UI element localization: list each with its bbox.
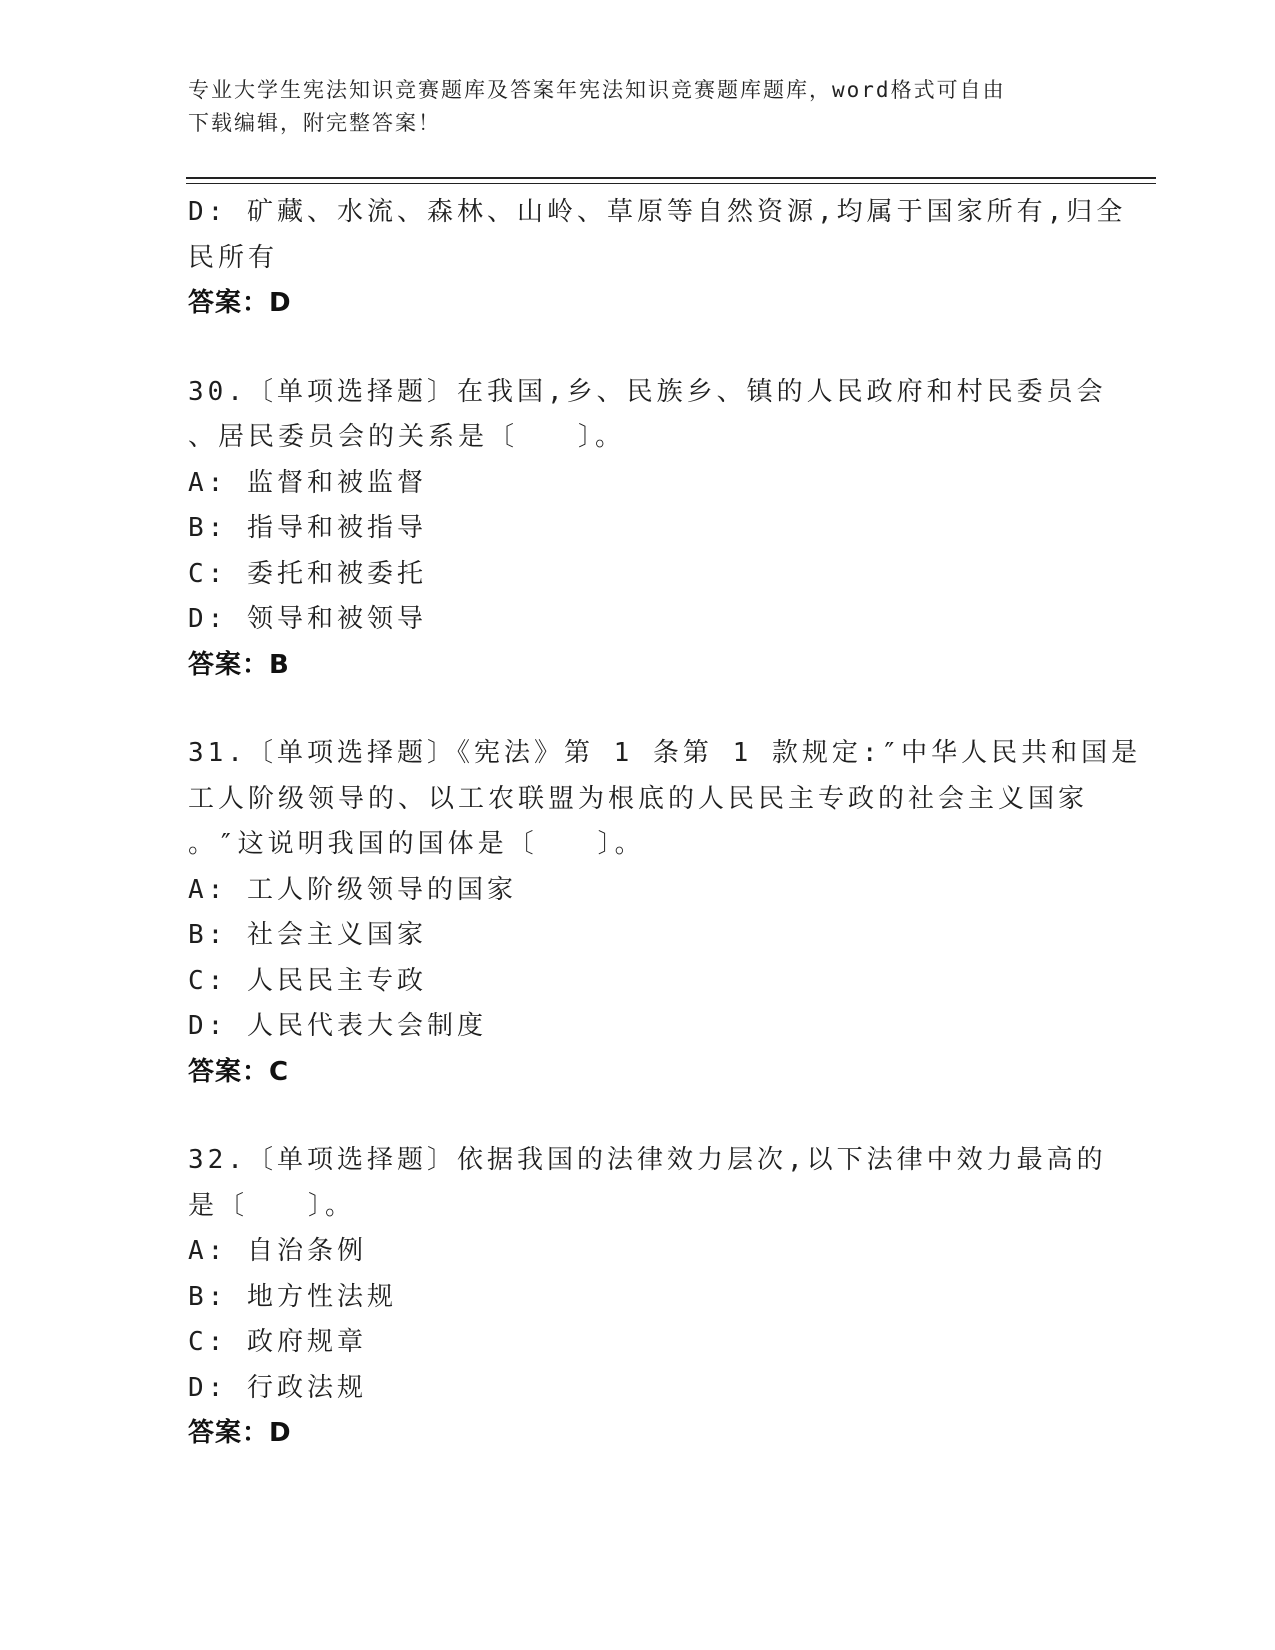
question-list bbox=[188, 190, 1142, 1457]
answer-label: 答案：C bbox=[188, 1056, 290, 1087]
question-stem-continued: 工人阶级领导的、以工农联盟为根底的人民民主专政的社会主义国家 bbox=[188, 783, 1089, 814]
question-block-31 bbox=[188, 731, 1142, 1095]
option-d: D: 行政法规 bbox=[188, 1372, 367, 1403]
header-line-1: 专业大学生宪法知识竞赛题库及答案年宪法知识竞赛题库题库，word格式可自由 bbox=[188, 78, 1006, 102]
answer-label: 答案：D bbox=[188, 1418, 292, 1448]
question-block-32 bbox=[188, 1138, 1107, 1457]
header-rule-thick bbox=[186, 177, 1156, 179]
question-stem: 30.〔单项选择题〕在我国,乡、民族乡、镇的人民政府和村民委员会 bbox=[188, 376, 1107, 407]
answer-label: 答案：B bbox=[188, 649, 290, 680]
spacer bbox=[188, 1095, 1088, 1138]
option-d-continued: 民所有 bbox=[188, 242, 279, 273]
header-line-2: 下载编辑，附完整答案！ bbox=[188, 111, 441, 135]
document-header bbox=[188, 74, 1088, 140]
question-block-30 bbox=[188, 370, 1107, 689]
question-stem-continued: 、居民委员会的关系是〔 〕。 bbox=[188, 422, 626, 452]
option-a: A: 自治条例 bbox=[188, 1236, 367, 1266]
spacer bbox=[188, 327, 1088, 370]
option-a: A: 监督和被监督 bbox=[188, 467, 427, 498]
option-a: A: 工人阶级领导的国家 bbox=[188, 874, 517, 905]
option-c: C: 委托和被委托 bbox=[188, 558, 427, 589]
option-b: B: 地方性法规 bbox=[188, 1281, 397, 1312]
option-d: D: 领导和被领导 bbox=[188, 604, 427, 634]
option-d: D: 矿藏、水流、森林、山岭、草原等自然资源,均属于国家所有,归全 bbox=[188, 197, 1127, 227]
question-stem: 32.〔单项选择题〕依据我国的法律效力层次,以下法律中效力最高的 bbox=[188, 1145, 1107, 1175]
answer-label: 答案：D bbox=[188, 288, 292, 318]
question-block-29 bbox=[188, 190, 1127, 327]
option-b: B: 社会主义国家 bbox=[188, 920, 427, 950]
header-rule-thin bbox=[186, 183, 1156, 184]
option-d: D: 人民代表大会制度 bbox=[188, 1011, 487, 1041]
spacer bbox=[188, 688, 1088, 731]
option-c: C: 人民民主专政 bbox=[188, 965, 427, 996]
option-c: C: 政府规章 bbox=[188, 1327, 367, 1357]
question-stem: 31.〔单项选择题〕《宪法》第 1 条第 1 款规定:″中华人民共和国是 bbox=[188, 738, 1142, 768]
option-b: B: 指导和被指导 bbox=[188, 513, 427, 543]
question-stem-continued: 。″这说明我国的国体是〔 〕。 bbox=[188, 829, 645, 859]
question-stem-continued: 是〔 〕。 bbox=[188, 1190, 356, 1221]
